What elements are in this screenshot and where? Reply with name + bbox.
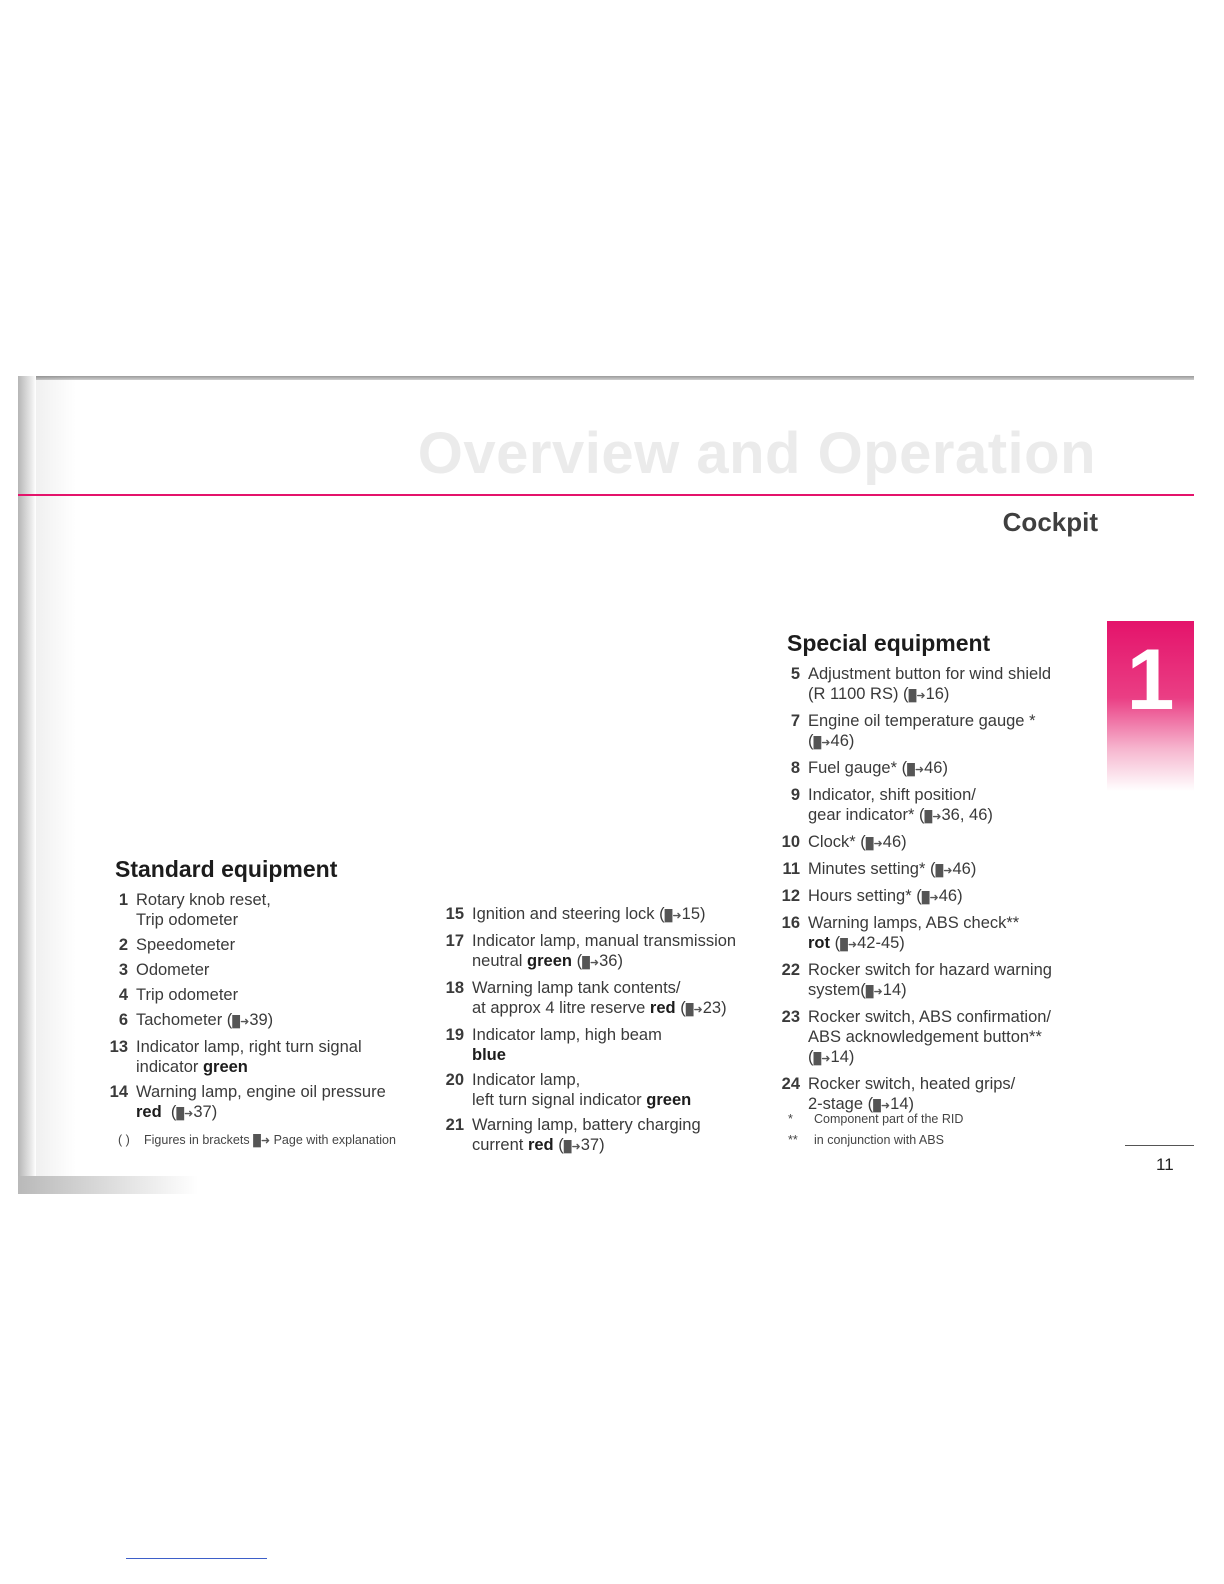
- list-item: 17 Indicator lamp, manual transmission neutral green (█➜36): [445, 932, 737, 970]
- page-ref-arrow-icon: █➜: [563, 1141, 581, 1153]
- bracket-footnote: ( ) Figures in brackets █➜ Page with explanation: [118, 1133, 396, 1147]
- list-item: 9 Indicator, shift position/ gear indicator* (█➜36, 46): [790, 786, 993, 824]
- section-title: Cockpit: [1002, 507, 1098, 537]
- standard-heading: Standard equipment: [115, 856, 338, 882]
- page-ref-arrow-icon: █➜: [813, 737, 831, 749]
- list-item: 5 Adjustment button for wind shield (R 1100 RS) (█➜16): [790, 665, 1052, 703]
- chapter-title: Overview and Operation: [417, 421, 1096, 486]
- list-item: 19 Indicator lamp, high beam blue: [445, 1026, 662, 1064]
- list-item: 4 Trip odometer: [118, 986, 239, 1004]
- page-ref-arrow-icon: █➜: [176, 1108, 194, 1120]
- page-ref-arrow-icon: █➜: [865, 986, 883, 998]
- page-ref-arrow-icon: █➜: [907, 764, 925, 776]
- page-ref-arrow-icon: █➜: [840, 939, 858, 951]
- list-item: 10 Clock* (█➜46): [781, 833, 907, 851]
- page-number: 11: [1156, 1155, 1174, 1174]
- binding-shadow-soft: [36, 376, 76, 1194]
- list-item: 18 Warning lamp tank contents/ at approx 4 litre reserve red (█➜23): [445, 979, 727, 1017]
- list-item: 23 Rocker switch, ABS confirmation/ ABS acknowledgement button** (█➜14): [781, 1008, 1052, 1066]
- page-ref-arrow-icon: █➜: [921, 892, 939, 904]
- page-ref-arrow-icon: █➜: [813, 1053, 831, 1065]
- accent-rule: [18, 494, 1194, 496]
- list-item: 24 Rocker switch, heated grips/ 2-stage (█➜14): [781, 1075, 1016, 1113]
- list-item: 2 Speedometer: [118, 936, 236, 954]
- page-ref-arrow-icon: █➜: [582, 957, 600, 969]
- list-item: 1 Rotary knob reset, Trip odometer: [118, 891, 271, 929]
- list-item: 6 Tachometer (█➜39): [118, 1011, 274, 1029]
- page-ref-arrow-icon: █➜: [664, 910, 682, 922]
- binding-shadow: [18, 376, 36, 1194]
- chapter-tab: [1107, 621, 1194, 791]
- corner-shadow: [18, 1176, 198, 1194]
- list-item: 3 Odometer: [118, 961, 210, 979]
- page-ref-arrow-icon: █➜: [232, 1016, 250, 1028]
- footnote-rid: * Component part of the RID: [788, 1112, 964, 1126]
- list-item: 22 Rocker switch for hazard warning system(█➜14): [781, 961, 1052, 999]
- standard-list: [100, 890, 430, 1129]
- footnote-abs: ** in conjunction with ABS: [788, 1133, 944, 1147]
- list-item: 20 Indicator lamp, left turn signal indicator green: [445, 1071, 692, 1109]
- list-item: 7 Engine oil temperature gauge * (█➜46): [790, 712, 1036, 750]
- page-number-rule: [1125, 1145, 1194, 1146]
- list-item: 16 Warning lamps, ABS check** rot (█➜42-45): [781, 914, 1020, 952]
- list-item: 14 Warning lamp, engine oil pressure red (█➜37): [109, 1083, 386, 1121]
- special-list: [772, 664, 1102, 1121]
- list-item: 12 Hours setting* (█➜46): [781, 887, 963, 905]
- special-heading: Special equipment: [787, 630, 991, 656]
- list-item: 15 Ignition and steering lock (█➜15): [445, 905, 706, 923]
- list-item: 13 Indicator lamp, right turn signal indicator green: [109, 1038, 362, 1076]
- page-ref-arrow-icon: █➜: [685, 1004, 703, 1016]
- list-item: 8 Fuel gauge* (█➜46): [790, 759, 948, 777]
- page-ref-arrow-icon: █➜: [935, 865, 953, 877]
- manual-page: [18, 376, 1194, 1194]
- middle-list: [436, 904, 766, 1162]
- page-ref-arrow-icon: █➜: [253, 1135, 271, 1147]
- page-ref-arrow-icon: █➜: [873, 1100, 891, 1112]
- page-ref-arrow-icon: █➜: [908, 690, 926, 702]
- list-item: 21 Warning lamp, battery charging current red (█➜37): [445, 1116, 701, 1154]
- footer-link-underline: [126, 1558, 267, 1559]
- page-ref-arrow-icon: █➜: [865, 838, 883, 850]
- top-rule: [18, 376, 1194, 380]
- page-ref-arrow-icon: █➜: [924, 811, 942, 823]
- list-item: 11 Minutes setting* (█➜46): [782, 860, 977, 878]
- chapter-number: 1: [1126, 632, 1175, 728]
